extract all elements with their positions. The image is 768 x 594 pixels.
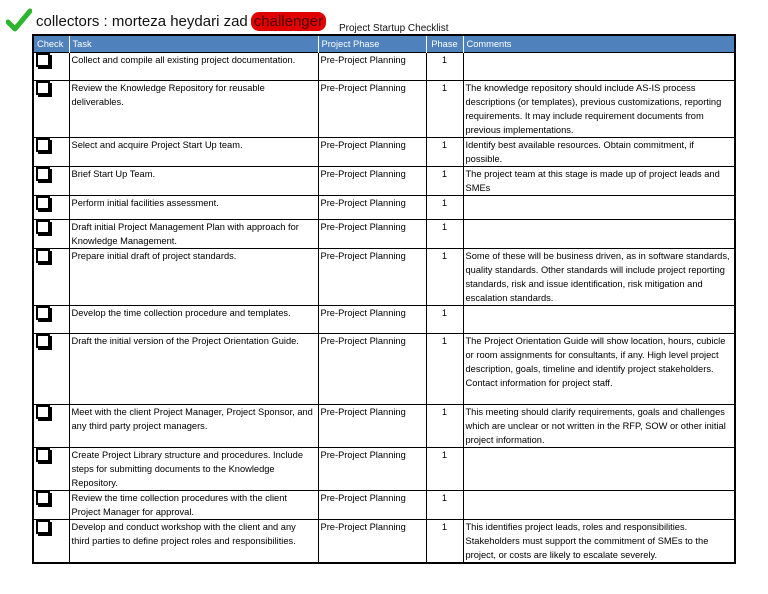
checkbox-icon[interactable] xyxy=(36,249,50,263)
task-cell: Draft the initial version of the Project Orientation Guide. xyxy=(69,334,318,405)
project-phase-cell: Pre-Project Planning xyxy=(318,249,426,306)
check-cell[interactable] xyxy=(33,405,69,448)
task-cell: Prepare initial draft of project standards. xyxy=(69,249,318,306)
comments-cell xyxy=(463,196,735,220)
table-row xyxy=(33,405,735,448)
checkbox-icon[interactable] xyxy=(36,196,50,210)
checkbox-icon[interactable] xyxy=(36,334,50,348)
comments-cell: The knowledge repository should include AS-IS process descriptions (or templates), previous customizations, reporting requirements. It may include requirement documents from previous implementations. xyxy=(463,81,735,138)
task-cell: Collect and compile all existing project documentation. xyxy=(69,53,318,81)
comments-cell: This meeting should clarify requirements, goals and challenges which are unclear or not written in the RFP, SOW or other initial project information. xyxy=(463,405,735,448)
checklist-table xyxy=(32,34,736,564)
checkbox-icon[interactable] xyxy=(36,306,50,320)
project-phase-cell: Pre-Project Planning xyxy=(318,491,426,520)
comments-cell xyxy=(463,306,735,334)
table-row xyxy=(33,334,735,405)
phase-cell: 1 xyxy=(426,249,463,306)
header-row xyxy=(33,35,735,53)
comments-cell: Some of these will be business driven, as in software standards, quality standards. Other standards will include project reporting standards, risk and issue identification, risk mitigation and escalation standards. xyxy=(463,249,735,306)
task-cell: Develop and conduct workshop with the client and any third parties to define project roles and responsibilities. xyxy=(69,520,318,564)
check-cell[interactable] xyxy=(33,491,69,520)
column-header-check: Check xyxy=(33,35,69,53)
project-phase-cell: Pre-Project Planning xyxy=(318,53,426,81)
table-row xyxy=(33,53,735,81)
task-cell: Brief Start Up Team. xyxy=(69,167,318,196)
challenger-highlight: challenger xyxy=(251,12,326,31)
check-cell[interactable] xyxy=(33,448,69,491)
checkbox-icon[interactable] xyxy=(36,448,50,462)
checkbox-icon[interactable] xyxy=(36,220,50,234)
checkbox-icon[interactable] xyxy=(36,520,50,534)
table-row xyxy=(33,249,735,306)
project-phase-cell: Pre-Project Planning xyxy=(318,138,426,167)
comments-cell xyxy=(463,491,735,520)
check-cell[interactable] xyxy=(33,220,69,249)
document-title: Project Startup Checklist xyxy=(339,23,449,34)
collectors-text: collectors : morteza heydari zad xyxy=(36,12,248,30)
column-header-task: Task xyxy=(69,35,318,53)
phase-cell: 1 xyxy=(426,306,463,334)
phase-cell: 1 xyxy=(426,196,463,220)
project-phase-cell: Pre-Project Planning xyxy=(318,196,426,220)
phase-cell: 1 xyxy=(426,448,463,491)
table-row xyxy=(33,138,735,167)
checkbox-icon[interactable] xyxy=(36,405,50,419)
table-row xyxy=(33,448,735,491)
check-cell[interactable] xyxy=(33,167,69,196)
phase-cell: 1 xyxy=(426,167,463,196)
column-header-phase: Phase xyxy=(426,35,463,53)
project-phase-cell: Pre-Project Planning xyxy=(318,306,426,334)
checkbox-icon[interactable] xyxy=(36,53,50,67)
check-cell[interactable] xyxy=(33,306,69,334)
check-cell[interactable] xyxy=(33,334,69,405)
column-header-comments: Comments xyxy=(463,35,735,53)
comments-cell xyxy=(463,220,735,249)
task-cell: Draft initial Project Management Plan with approach for Knowledge Management. xyxy=(69,220,318,249)
green-check-icon xyxy=(6,8,32,34)
collectors-line xyxy=(6,8,326,34)
comments-cell: Identify best available resources. Obtain commitment, if possible. xyxy=(463,138,735,167)
project-phase-cell: Pre-Project Planning xyxy=(318,405,426,448)
checkbox-icon[interactable] xyxy=(36,138,50,152)
task-cell: Create Project Library structure and procedures. Include steps for submitting documents to the Knowledge Repository. xyxy=(69,448,318,491)
comments-cell xyxy=(463,448,735,491)
phase-cell: 1 xyxy=(426,53,463,81)
phase-cell: 1 xyxy=(426,138,463,167)
checkbox-icon[interactable] xyxy=(36,167,50,181)
comments-cell: The Project Orientation Guide will show location, hours, cubicle or room assignments for consultants, if any. High level project description, goals, timeline and identify project stakeholders. Contact information for project staff. xyxy=(463,334,735,405)
phase-cell: 1 xyxy=(426,405,463,448)
project-phase-cell: Pre-Project Planning xyxy=(318,81,426,138)
phase-cell: 1 xyxy=(426,334,463,405)
task-cell: Review the time collection procedures with the client Project Manager for approval. xyxy=(69,491,318,520)
phase-cell: 1 xyxy=(426,491,463,520)
project-phase-cell: Pre-Project Planning xyxy=(318,220,426,249)
comments-cell: The project team at this stage is made up of project leads and SMEs xyxy=(463,167,735,196)
phase-cell: 1 xyxy=(426,520,463,564)
table-row xyxy=(33,306,735,334)
project-phase-cell: Pre-Project Planning xyxy=(318,334,426,405)
phase-cell: 1 xyxy=(426,81,463,138)
comments-cell xyxy=(463,53,735,81)
table-row xyxy=(33,167,735,196)
checkbox-icon[interactable] xyxy=(36,81,50,95)
table-row xyxy=(33,220,735,249)
project-phase-cell: Pre-Project Planning xyxy=(318,448,426,491)
table-row xyxy=(33,81,735,138)
column-header-project-phase: Project Phase xyxy=(318,35,426,53)
phase-cell: 1 xyxy=(426,220,463,249)
table-row xyxy=(33,196,735,220)
task-cell: Review the Knowledge Repository for reusable deliverables. xyxy=(69,81,318,138)
checkbox-icon[interactable] xyxy=(36,491,50,505)
task-cell: Meet with the client Project Manager, Project Sponsor, and any third party project managers. xyxy=(69,405,318,448)
check-cell[interactable] xyxy=(33,196,69,220)
check-cell[interactable] xyxy=(33,520,69,564)
check-cell[interactable] xyxy=(33,53,69,81)
task-cell: Select and acquire Project Start Up team. xyxy=(69,138,318,167)
check-cell[interactable] xyxy=(33,249,69,306)
table-row xyxy=(33,520,735,564)
check-cell[interactable] xyxy=(33,81,69,138)
task-cell: Perform initial facilities assessment. xyxy=(69,196,318,220)
project-phase-cell: Pre-Project Planning xyxy=(318,167,426,196)
comments-cell: This identifies project leads, roles and responsibilities. Stakeholders must support the commitment of SMEs to the project, or costs are likely to escalate severely. xyxy=(463,520,735,564)
task-cell: Develop the time collection procedure and templates. xyxy=(69,306,318,334)
check-cell[interactable] xyxy=(33,138,69,167)
project-phase-cell: Pre-Project Planning xyxy=(318,520,426,564)
table-row xyxy=(33,491,735,520)
